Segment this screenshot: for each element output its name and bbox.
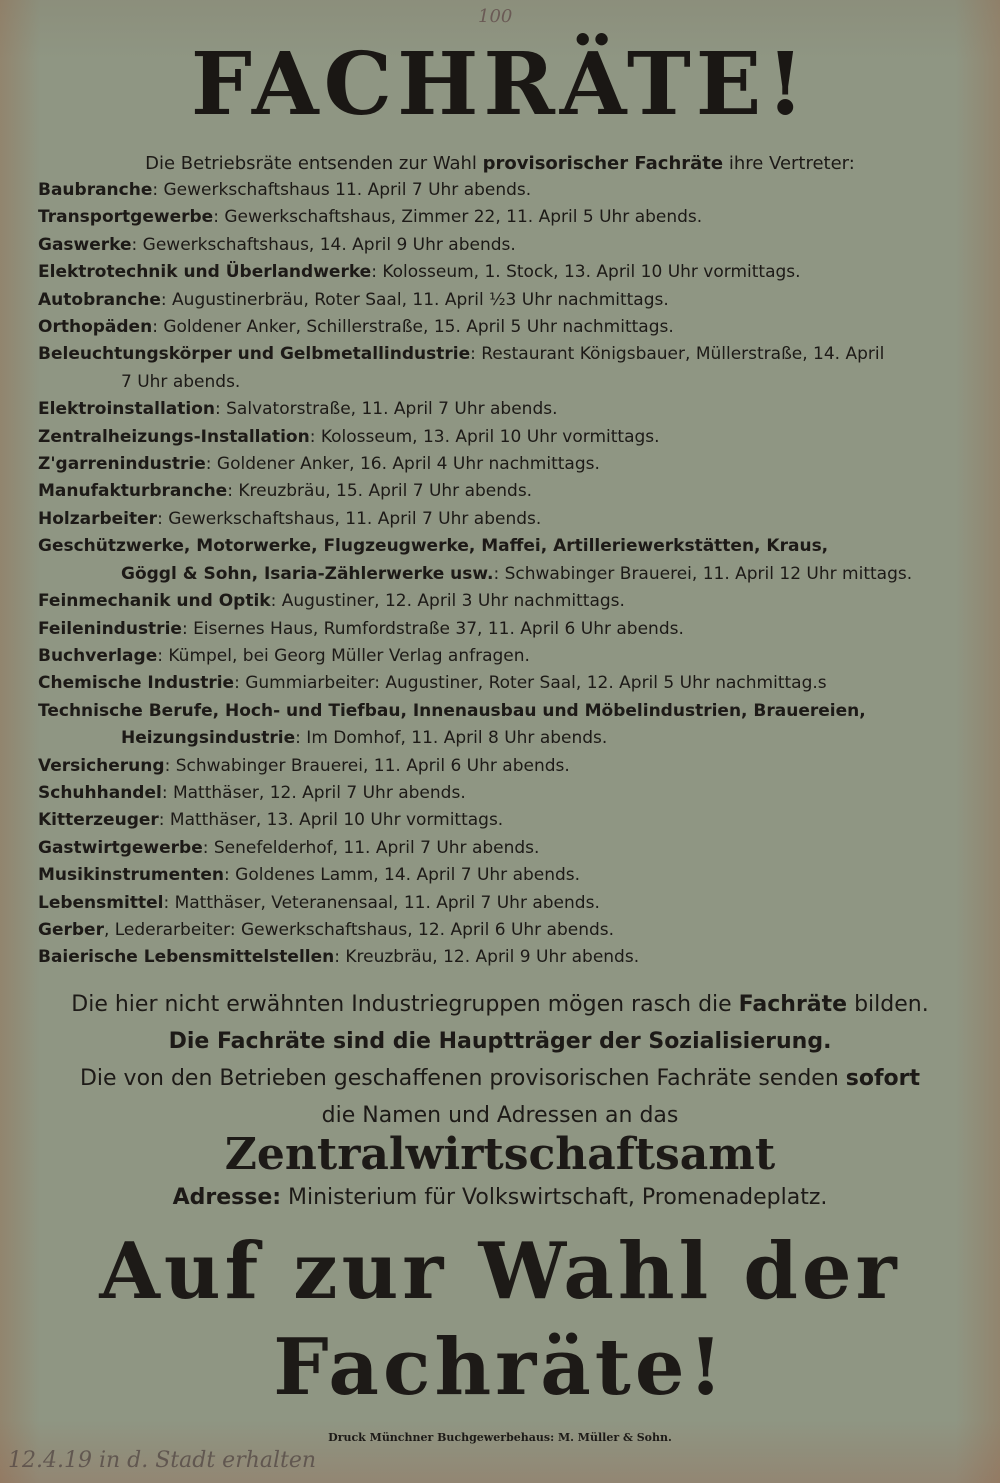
trade-name: Lebensmittel bbox=[38, 892, 164, 913]
meeting-details: : Matthäser, Veteranensaal, 11. April 7 Uhr abends. bbox=[163, 892, 600, 913]
trade-name: Autobranche bbox=[38, 289, 161, 310]
intro-bold: provisorischer Fachräte bbox=[482, 153, 724, 174]
trade-name: Elektroinstallation bbox=[38, 399, 215, 420]
meeting-entry bbox=[38, 698, 953, 753]
trade-name: Zentralheizungs-Installation bbox=[38, 426, 310, 447]
meeting-details: : Gewerkschaftshaus, Zimmer 22, 11. April 5 Uhr abends. bbox=[213, 207, 703, 228]
meeting-details: : Augustinerbräu, Roter Saal, 11. April ½3 Uhr nachmittags. bbox=[160, 289, 669, 310]
closing-bold: Die Fachräte sind die Hauptträger der Sozialisierung. bbox=[168, 1029, 832, 1054]
address-value: Ministerium für Volkswirtschaft, Promenadeplatz. bbox=[281, 1185, 828, 1210]
trade-name-continued: Göggl & Sohn, Isaria-Zählerwerke usw. bbox=[121, 563, 494, 584]
trade-name: Versicherung bbox=[38, 755, 165, 776]
meeting-entry bbox=[38, 424, 953, 451]
meeting-entry bbox=[38, 287, 953, 314]
trade-name: Feinmechanik und Optik bbox=[38, 591, 271, 612]
meeting-details: : Goldenes Lamm, 14. April 7 Uhr abends. bbox=[224, 865, 581, 886]
trade-name: Feilenindustrie bbox=[38, 618, 182, 639]
meeting-details: : Schwabinger Brauerei, 11. April 12 Uhr mittags. bbox=[493, 563, 913, 584]
office-name: Zentralwirtschaftsamt bbox=[224, 1129, 776, 1180]
trade-name: Chemische Industrie bbox=[38, 673, 235, 694]
intro-line bbox=[0, 150, 1000, 177]
meeting-details: : Kümpel, bei Georg Müller Verlag anfragen. bbox=[157, 645, 530, 666]
closing-bold: sofort bbox=[845, 1066, 921, 1091]
closing-text bbox=[0, 986, 1000, 1134]
meeting-details: : Gewerkschaftshaus 11. April 7 Uhr abends. bbox=[152, 180, 532, 200]
page-number: 100 bbox=[478, 6, 513, 27]
trade-name: Orthopäden bbox=[38, 317, 153, 338]
closing-line-1 bbox=[0, 986, 1000, 1023]
meeting-entry bbox=[38, 807, 953, 834]
meeting-details: , Lederarbeiter: Gewerkschaftshaus, 12. April 6 Uhr abends. bbox=[103, 919, 615, 940]
closing-line-3 bbox=[0, 1060, 1000, 1097]
closing-text-part: Die von den Betrieben geschaffenen provisorischen Fachräte senden bbox=[79, 1066, 846, 1091]
call-to-action-line-2: Fachräte! bbox=[273, 1322, 727, 1413]
trade-name: Gastwirtgewerbe bbox=[38, 837, 203, 858]
trade-name: Elektrotechnik und Überlandwerke bbox=[38, 262, 372, 283]
meeting-entry bbox=[38, 451, 953, 478]
meeting-entry bbox=[38, 259, 953, 286]
meeting-details-continued bbox=[38, 561, 953, 588]
meeting-entry bbox=[38, 835, 953, 862]
meeting-entry bbox=[38, 944, 953, 971]
meeting-entry bbox=[38, 588, 953, 615]
trade-name: Beleuchtungskörper und Gelbmetallindustrie bbox=[38, 344, 471, 365]
call-to-action bbox=[0, 1224, 1000, 1416]
meeting-details: : Kolosseum, 13. April 10 Uhr vormittags. bbox=[309, 426, 660, 447]
trade-name: Baubranche bbox=[38, 180, 153, 200]
printer-imprint: Druck Münchner Buchgewerbehaus: M. Müller & Sohn. bbox=[328, 1431, 672, 1444]
trade-name: Z'garrenindustrie bbox=[38, 454, 206, 475]
address-line bbox=[0, 1180, 1000, 1216]
intro-text-end: ihre Vertreter: bbox=[723, 153, 855, 174]
meeting-details-continued bbox=[38, 725, 953, 752]
trade-name: Kitterzeuger bbox=[38, 810, 159, 831]
meeting-entry bbox=[38, 478, 953, 505]
meeting-entry bbox=[38, 341, 953, 396]
closing-line-2 bbox=[0, 1023, 1000, 1060]
headline: FACHRÄTE! bbox=[190, 34, 810, 135]
meeting-details: : Goldener Anker, Schillerstraße, 15. April 5 Uhr nachmittags. bbox=[152, 317, 674, 338]
meeting-details: : Gewerkschaftshaus, 14. April 9 Uhr abends. bbox=[131, 234, 516, 255]
meeting-details: : Kolosseum, 1. Stock, 13. April 10 Uhr vormittags. bbox=[371, 262, 801, 283]
meeting-entry bbox=[38, 204, 953, 231]
meeting-entry bbox=[38, 616, 953, 643]
closing-bold: Fachräte bbox=[738, 992, 848, 1017]
call-to-action-line-1: Auf zur Wahl der bbox=[99, 1226, 901, 1317]
meeting-details: : Kreuzbräu, 12. April 9 Uhr abends. bbox=[334, 947, 640, 968]
meeting-entry bbox=[38, 177, 953, 204]
intro-text: Die Betriebsräte entsenden zur Wahl bbox=[145, 153, 483, 174]
meeting-entry bbox=[38, 396, 953, 423]
meeting-entry bbox=[38, 753, 953, 780]
meeting-details: : Eisernes Haus, Rumfordstraße 37, 11. April 6 Uhr abends. bbox=[181, 618, 684, 639]
trade-name: Holzarbeiter bbox=[38, 508, 158, 529]
meeting-details: : Im Domhof, 11. April 8 Uhr abends. bbox=[295, 728, 608, 749]
trade-name: Gaswerke bbox=[38, 234, 132, 255]
trade-name: Geschützwerke, Motorwerke, Flugzeugwerke, Maffei, Artilleriewerkstätten, Kraus, bbox=[38, 536, 829, 557]
meeting-entry bbox=[38, 232, 953, 259]
meeting-entry bbox=[38, 890, 953, 917]
meeting-details: : Augustiner, 12. April 3 Uhr nachmittags. bbox=[270, 591, 625, 612]
meeting-entry bbox=[38, 643, 953, 670]
meeting-details: : Restaurant Königsbauer, Müllerstraße, 14. April bbox=[470, 344, 885, 365]
meeting-details-continued: 7 Uhr abends. bbox=[121, 371, 241, 392]
meeting-entry bbox=[38, 780, 953, 807]
trade-name-continued: Heizungsindustrie bbox=[121, 728, 296, 749]
meeting-details: : Gummiarbeiter: Augustiner, Roter Saal, 12. April 5 Uhr nachmittag.s bbox=[234, 673, 827, 694]
meeting-details: : Matthäser, 13. April 10 Uhr vormittags. bbox=[158, 810, 504, 831]
meeting-entry bbox=[38, 917, 953, 944]
closing-line-4: die Namen und Adressen an das bbox=[321, 1103, 679, 1128]
trade-name: Transportgewerbe bbox=[38, 207, 214, 228]
meeting-entry bbox=[38, 862, 953, 889]
trade-name: Manufakturbranche bbox=[38, 481, 228, 502]
trade-name: Musikinstrumenten bbox=[38, 865, 225, 886]
meeting-entry bbox=[38, 533, 953, 588]
closing-text-part: bilden. bbox=[847, 992, 929, 1017]
meeting-details: : Salvatorstraße, 11. April 7 Uhr abends. bbox=[214, 399, 558, 420]
meeting-details: : Kreuzbräu, 15. April 7 Uhr abends. bbox=[227, 481, 533, 502]
meeting-entry bbox=[38, 314, 953, 341]
handwritten-note: 12.4.19 in d. Stadt erhalten bbox=[8, 1448, 317, 1473]
trade-name: Baierische Lebensmittelstellen bbox=[38, 947, 335, 968]
closing-text-part: Die hier nicht erwähnten Industriegruppen mögen rasch die bbox=[71, 992, 739, 1017]
meeting-entry bbox=[38, 506, 953, 533]
trade-name: Gerber bbox=[38, 919, 104, 940]
meeting-details: : Senefelderhof, 11. April 7 Uhr abends. bbox=[202, 837, 540, 858]
meeting-entry bbox=[38, 670, 953, 697]
meeting-details: : Schwabinger Brauerei, 11. April 6 Uhr abends. bbox=[164, 755, 570, 776]
meeting-details: : Matthäser, 12. April 7 Uhr abends. bbox=[161, 782, 466, 803]
address-label: Adresse: bbox=[172, 1185, 282, 1210]
trade-name: Buchverlage bbox=[38, 645, 158, 666]
meeting-list bbox=[38, 177, 953, 972]
trade-name: Technische Berufe, Hoch- und Tiefbau, Innenausbau und Möbelindustrien, Brauereien, bbox=[38, 700, 866, 721]
meeting-details: : Goldener Anker, 16. April 4 Uhr nachmittags. bbox=[205, 454, 600, 475]
trade-name: Schuhhandel bbox=[38, 782, 162, 803]
meeting-details: : Gewerkschaftshaus, 11. April 7 Uhr abends. bbox=[157, 508, 542, 529]
